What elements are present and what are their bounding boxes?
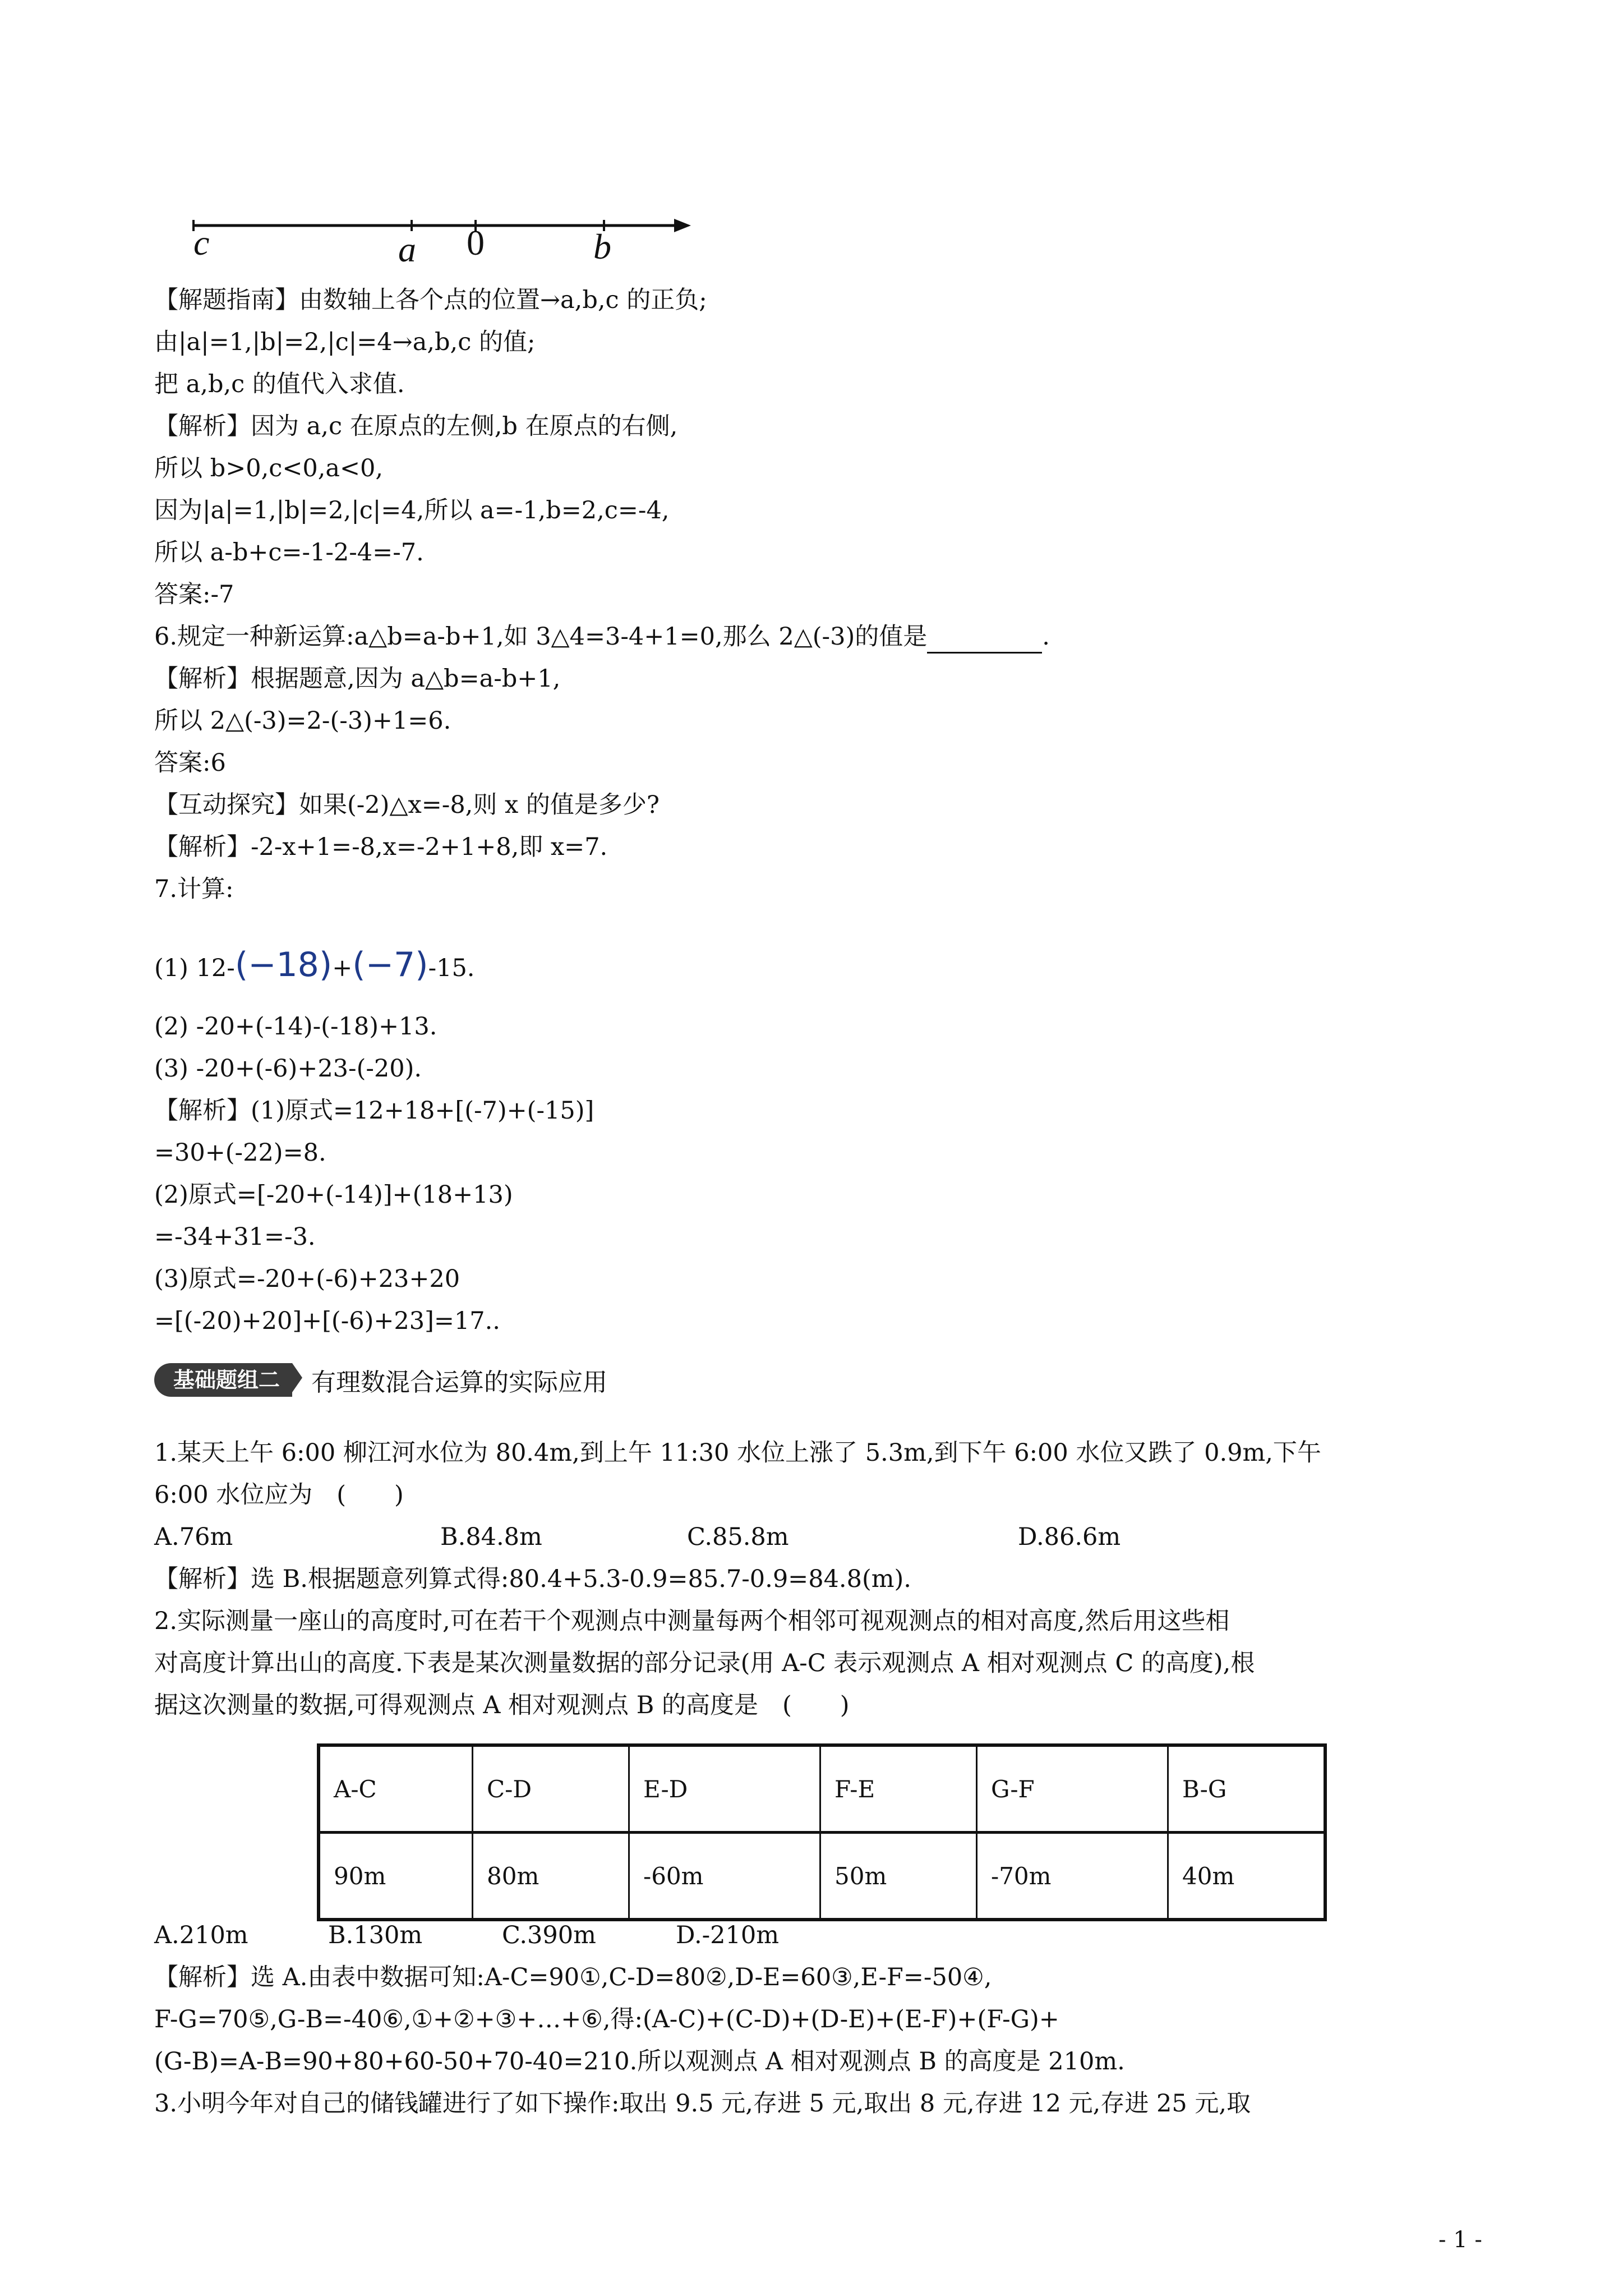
table-cell: B-G — [1168, 1745, 1326, 1833]
section-badge: 基础题组二 — [154, 1363, 292, 1397]
text-line: F-G=70⑤,G-B=-40⑥,①+②+③+…+⑥,得:(A-C)+(C-D)+(D-E)+(E-F)+(F-G)+ — [154, 2005, 1059, 2033]
question-6 — [154, 620, 1050, 654]
section-title: 有理数混合运算的实际应用 — [311, 1368, 608, 1397]
text-line: 【解析】选 B.根据题意列算式得:80.4+5.3-0.9=85.7-0.9=84.8(m). — [154, 1565, 911, 1593]
answer-blank — [927, 627, 1042, 654]
text-line: 由|a|=1,|b|=2,|c|=4→a,b,c 的值; — [154, 328, 536, 356]
text-line: =30+(-22)=8. — [154, 1139, 326, 1167]
text-line: =[(-20)+20]+[(-6)+23]=17.. — [154, 1307, 500, 1335]
question-7: 7.计算: — [154, 875, 234, 903]
option: D.86.6m — [1018, 1523, 1121, 1551]
answer-line: 答案:-7 — [154, 581, 234, 609]
text-line: =-34+31=-3. — [154, 1223, 316, 1251]
answer-line: 答案:6 — [154, 749, 226, 777]
table-cell: F-E — [820, 1745, 977, 1833]
option: B.130m — [328, 1921, 423, 1949]
page-number: - 1 - — [1438, 2227, 1482, 2253]
text-line: 【解析】(1)原式=12+18+[(-7)+(-15)] — [154, 1097, 594, 1125]
table-cell: E-D — [629, 1745, 820, 1833]
table-cell: 80m — [473, 1833, 629, 1920]
table-cell: C-D — [473, 1745, 629, 1833]
text-line: 所以 2△(-3)=2-(-3)+1=6. — [154, 707, 451, 735]
question-2-options — [154, 1918, 779, 1952]
question-3: 3.小明今年对自己的储钱罐进行了如下操作:取出 9.5 元,存进 5 元,取出 8 元,存进 12 元,存进 25 元,取 — [154, 2090, 1251, 2118]
table-cell: 50m — [820, 1833, 977, 1920]
table-cell: G-F — [977, 1745, 1168, 1833]
text-line: 所以 b>0,c<0,a<0, — [154, 454, 384, 482]
label-c: c — [193, 223, 210, 263]
question-6-text: 6.规定一种新运算:a△b=a-b+1,如 3△4=3-4+1=0,那么 2△(-3)的值是 — [154, 623, 928, 651]
table-cell: -60m — [629, 1833, 820, 1920]
table-cell: 40m — [1168, 1833, 1326, 1920]
text-line: (2)原式=[-20+(-14)]+(18+13) — [154, 1181, 513, 1209]
question-7-part-2: (2) -20+(-14)-(-18)+13. — [154, 1013, 437, 1041]
text-line: 所以 a-b+c=-1-2-4=-7. — [154, 539, 424, 567]
label-zero: 0 — [467, 223, 485, 263]
label-a: a — [398, 229, 416, 269]
number-line-arrow — [674, 219, 691, 232]
text-line: (3)原式=-20+(-6)+23+20 — [154, 1265, 460, 1293]
option: C.390m — [502, 1921, 596, 1949]
measurement-table — [317, 1743, 1327, 1921]
question-6-end: . — [1042, 623, 1050, 651]
text-line: 【解析】选 A.由表中数据可知:A-C=90①,C-D=80②,D-E=60③,E-F=-50④, — [154, 1963, 992, 1991]
expr-big: (−18) — [234, 945, 333, 984]
expr-big: (−7) — [352, 945, 428, 984]
text-line: 把 a,b,c 的值代入求值. — [154, 370, 405, 398]
question-1: 1.某天上午 6:00 柳江河水位为 80.4m,到上午 11:30 水位上涨了 5.3m,到下午 6:00 水位又跌了 0.9m,下午 — [154, 1439, 1321, 1467]
label-b: b — [593, 227, 611, 266]
option: C.85.8m — [687, 1523, 789, 1551]
question-2: 2.实际测量一座山的高度时,可在若干个观测点中测量每两个相邻可视观测点的相对高度,然后用这些相 — [154, 1607, 1230, 1635]
expr-part: -15. — [428, 954, 475, 982]
question-7-part-1 — [154, 945, 475, 985]
option: B.84.8m — [440, 1523, 542, 1551]
question-1-options — [154, 1520, 1121, 1554]
expr-part: (1) 12- — [154, 954, 235, 982]
question-2-cont: 对高度计算出山的高度.下表是某次测量数据的部分记录(用 A-C 表示观测点 A 相对观测点 C 的高度),根 — [154, 1649, 1255, 1677]
table-cell: A-C — [319, 1745, 473, 1833]
text-line: 【互动探究】如果(-2)△x=-8,则 x 的值是多少? — [154, 791, 660, 819]
text-line: 因为|a|=1,|b|=2,|c|=4,所以 a=-1,b=2,c=-4, — [154, 496, 670, 524]
table-row — [319, 1745, 1325, 1833]
expr-part: + — [332, 954, 353, 982]
option: A.76m — [154, 1523, 233, 1551]
text-line: 【解析】-2-x+1=-8,x=-2+1+8,即 x=7. — [154, 833, 608, 861]
section-header — [154, 1360, 607, 1400]
table-row — [319, 1833, 1325, 1920]
text-line: 【解题指南】由数轴上各个点的位置→a,b,c 的正负; — [154, 286, 707, 314]
question-2-cont: 据这次测量的数据,可得观测点 A 相对观测点 B 的高度是 ( ) — [154, 1691, 850, 1719]
table-cell: -70m — [977, 1833, 1168, 1920]
text-line: 【解析】因为 a,c 在原点的左侧,b 在原点的右侧, — [154, 412, 678, 440]
text-line: (G-B)=A-B=90+80+60-50+70-40=210.所以观测点 A 相对观测点 B 的高度是 210m. — [154, 2047, 1125, 2076]
table-cell: 90m — [319, 1833, 473, 1920]
question-1-cont: 6:00 水位应为 ( ) — [154, 1481, 404, 1509]
question-7-part-3: (3) -20+(-6)+23-(-20). — [154, 1055, 422, 1083]
option: D.-210m — [676, 1921, 779, 1949]
text-line: 【解析】根据题意,因为 a△b=a-b+1, — [154, 665, 561, 693]
option: A.210m — [154, 1921, 248, 1949]
number-line — [0, 0, 729, 269]
